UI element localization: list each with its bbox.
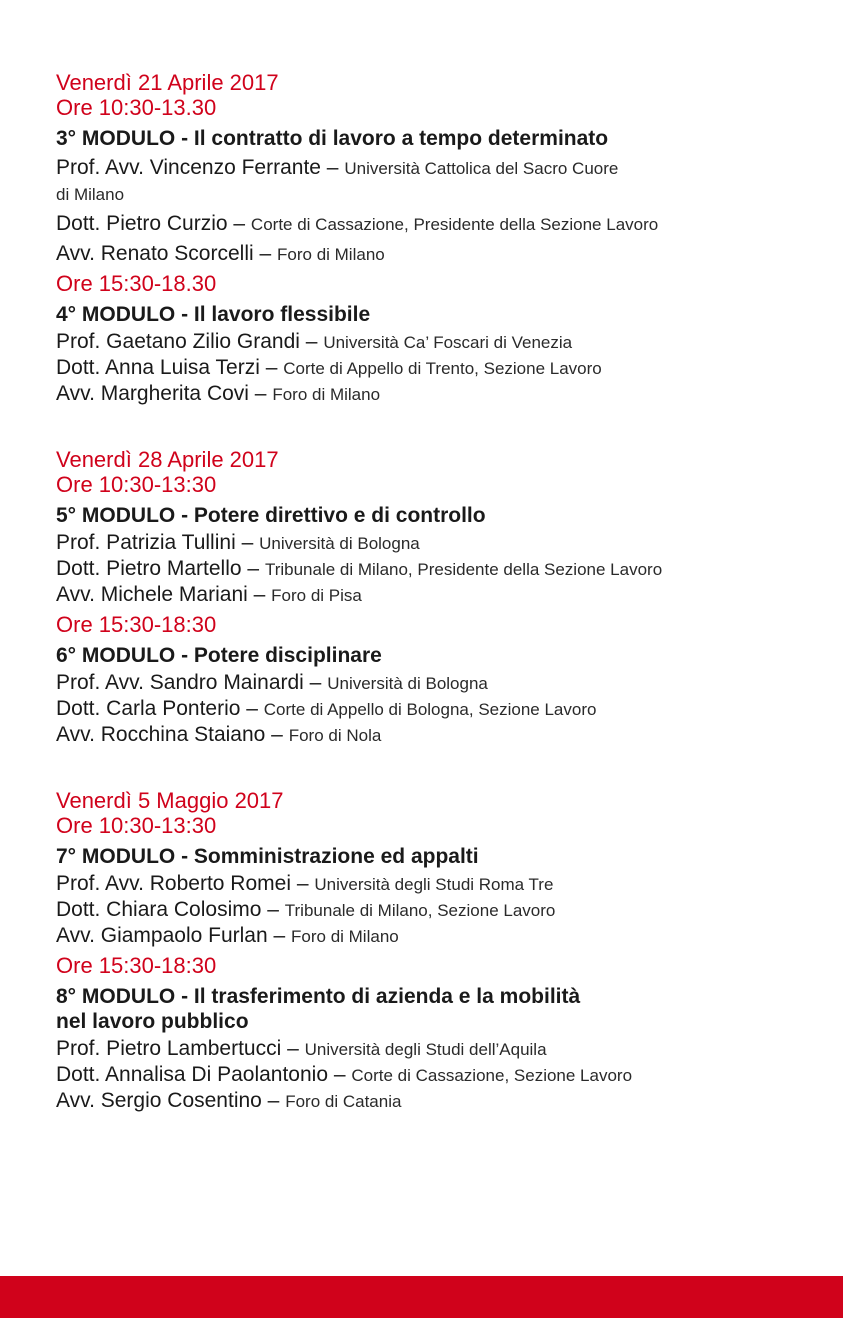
day-block <box>56 447 836 748</box>
speaker-affiliation: Foro di Pisa <box>271 586 362 605</box>
speaker-name: Prof. Avv. Sandro Mainardi – <box>56 671 322 694</box>
session-time: Ore 10:30-13:30 <box>56 472 217 497</box>
session-block <box>56 813 836 949</box>
speaker-list <box>56 871 836 949</box>
speaker-item <box>56 381 836 407</box>
module-title: 4° MODULO - Il lavoro flessibile <box>56 303 371 326</box>
speaker-item <box>56 329 836 355</box>
speaker-affiliation-cont: di Milano <box>56 185 125 204</box>
speaker-affiliation: Foro di Milano <box>272 385 381 404</box>
speaker-name: Avv. Michele Mariani – <box>56 583 266 606</box>
speaker-affiliation: Università Cattolica del Sacro Cuore <box>344 159 619 178</box>
speaker-affiliation: Corte di Cassazione, Sezione Lavoro <box>351 1066 633 1085</box>
speaker-name: Avv. Renato Scorcelli – <box>56 242 272 265</box>
day-block <box>56 70 836 407</box>
speaker-list <box>56 670 836 748</box>
module-title: 8° MODULO - Il trasferimento di azienda e la mobilità <box>56 985 581 1008</box>
speaker-affiliation: Università degli Studi dell’Aquila <box>304 1040 547 1059</box>
session-time: Ore 10:30-13:30 <box>56 813 217 838</box>
speaker-item <box>56 722 836 748</box>
speaker-name: Dott. Chiara Colosimo – <box>56 898 279 921</box>
speaker-name: Prof. Patrizia Tullini – <box>56 531 254 554</box>
speaker-affiliation: Foro di Nola <box>288 726 382 745</box>
session-time: Ore 15:30-18:30 <box>56 612 217 637</box>
speaker-affiliation: Tribunale di Milano, Sezione Lavoro <box>284 901 556 920</box>
speaker-name: Avv. Rocchina Staiano – <box>56 723 283 746</box>
speaker-item <box>56 1036 836 1062</box>
session-time: Ore 15:30-18.30 <box>56 271 217 296</box>
speaker-affiliation: Università di Bologna <box>327 674 488 693</box>
speaker-name: Avv. Sergio Cosentino – <box>56 1089 280 1112</box>
speaker-list <box>56 329 836 407</box>
speaker-list <box>56 155 836 267</box>
speaker-item <box>56 355 836 381</box>
footer-accent-bar <box>0 1276 843 1318</box>
speaker-affiliation: Foro di Milano <box>277 245 385 264</box>
speaker-name: Prof. Gaetano Zilio Grandi – <box>56 330 318 353</box>
speaker-list <box>56 530 836 608</box>
speaker-name: Avv. Margherita Covi – <box>56 382 267 405</box>
day-date: Venerdì 28 Aprile 2017 <box>56 447 279 472</box>
speaker-affiliation: Corte di Cassazione, Presidente della Sezione Lavoro <box>250 215 659 234</box>
speaker-affiliation: Foro di Milano <box>291 927 399 946</box>
module-title-cont: nel lavoro pubblico <box>56 1010 249 1033</box>
speaker-item <box>56 1088 836 1114</box>
speaker-item <box>56 923 836 949</box>
speaker-name: Dott. Anna Luisa Terzi – <box>56 356 278 379</box>
speaker-item <box>56 1062 836 1088</box>
speaker-name: Prof. Pietro Lambertucci – <box>56 1037 299 1060</box>
speaker-name: Prof. Avv. Roberto Romei – <box>56 872 309 895</box>
session-block <box>56 953 836 1114</box>
module-title: 3° MODULO - Il contratto di lavoro a tempo determinato <box>56 127 609 150</box>
speaker-affiliation: Università Ca’ Foscari di Venezia <box>323 333 573 352</box>
speaker-name: Dott. Pietro Curzio – <box>56 212 246 235</box>
day-date: Venerdì 5 Maggio 2017 <box>56 788 284 813</box>
program-page <box>56 70 836 1154</box>
module-title: 5° MODULO - Potere direttivo e di controllo <box>56 504 486 527</box>
session-time: Ore 15:30-18:30 <box>56 953 217 978</box>
speaker-item <box>56 897 836 923</box>
speaker-item <box>56 670 836 696</box>
speaker-affiliation: Foro di Catania <box>285 1092 402 1111</box>
speaker-item <box>56 582 836 608</box>
speaker-affiliation: Corte di Appello di Bologna, Sezione Lavoro <box>263 700 597 719</box>
speaker-item <box>56 241 836 267</box>
session-time: Ore 10:30-13.30 <box>56 95 217 120</box>
speaker-affiliation: Università degli Studi Roma Tre <box>314 875 554 894</box>
speaker-name: Dott. Annalisa Di Paolantonio – <box>56 1063 346 1086</box>
speaker-name: Avv. Giampaolo Furlan – <box>56 924 286 947</box>
speaker-item <box>56 696 836 722</box>
speaker-affiliation: Corte di Appello di Trento, Sezione Lavoro <box>283 359 602 378</box>
module-title: 6° MODULO - Potere disciplinare <box>56 644 382 667</box>
speaker-name: Dott. Carla Ponterio – <box>56 697 258 720</box>
day-block <box>56 788 836 1114</box>
day-date: Venerdì 21 Aprile 2017 <box>56 70 279 95</box>
session-block <box>56 472 836 608</box>
speaker-list <box>56 1036 836 1114</box>
speaker-item <box>56 211 836 237</box>
session-block <box>56 612 836 748</box>
speaker-name: Prof. Avv. Vincenzo Ferrante – <box>56 156 339 179</box>
speaker-item <box>56 530 836 556</box>
speaker-item <box>56 556 836 582</box>
module-title: 7° MODULO - Somministrazione ed appalti <box>56 845 479 868</box>
speaker-name: Dott. Pietro Martello – <box>56 557 260 580</box>
speaker-affiliation: Tribunale di Milano, Presidente della Sezione Lavoro <box>264 560 663 579</box>
speaker-item <box>56 155 836 207</box>
session-block <box>56 271 836 407</box>
speaker-item <box>56 871 836 897</box>
session-block <box>56 95 836 267</box>
speaker-affiliation: Università di Bologna <box>259 534 420 553</box>
